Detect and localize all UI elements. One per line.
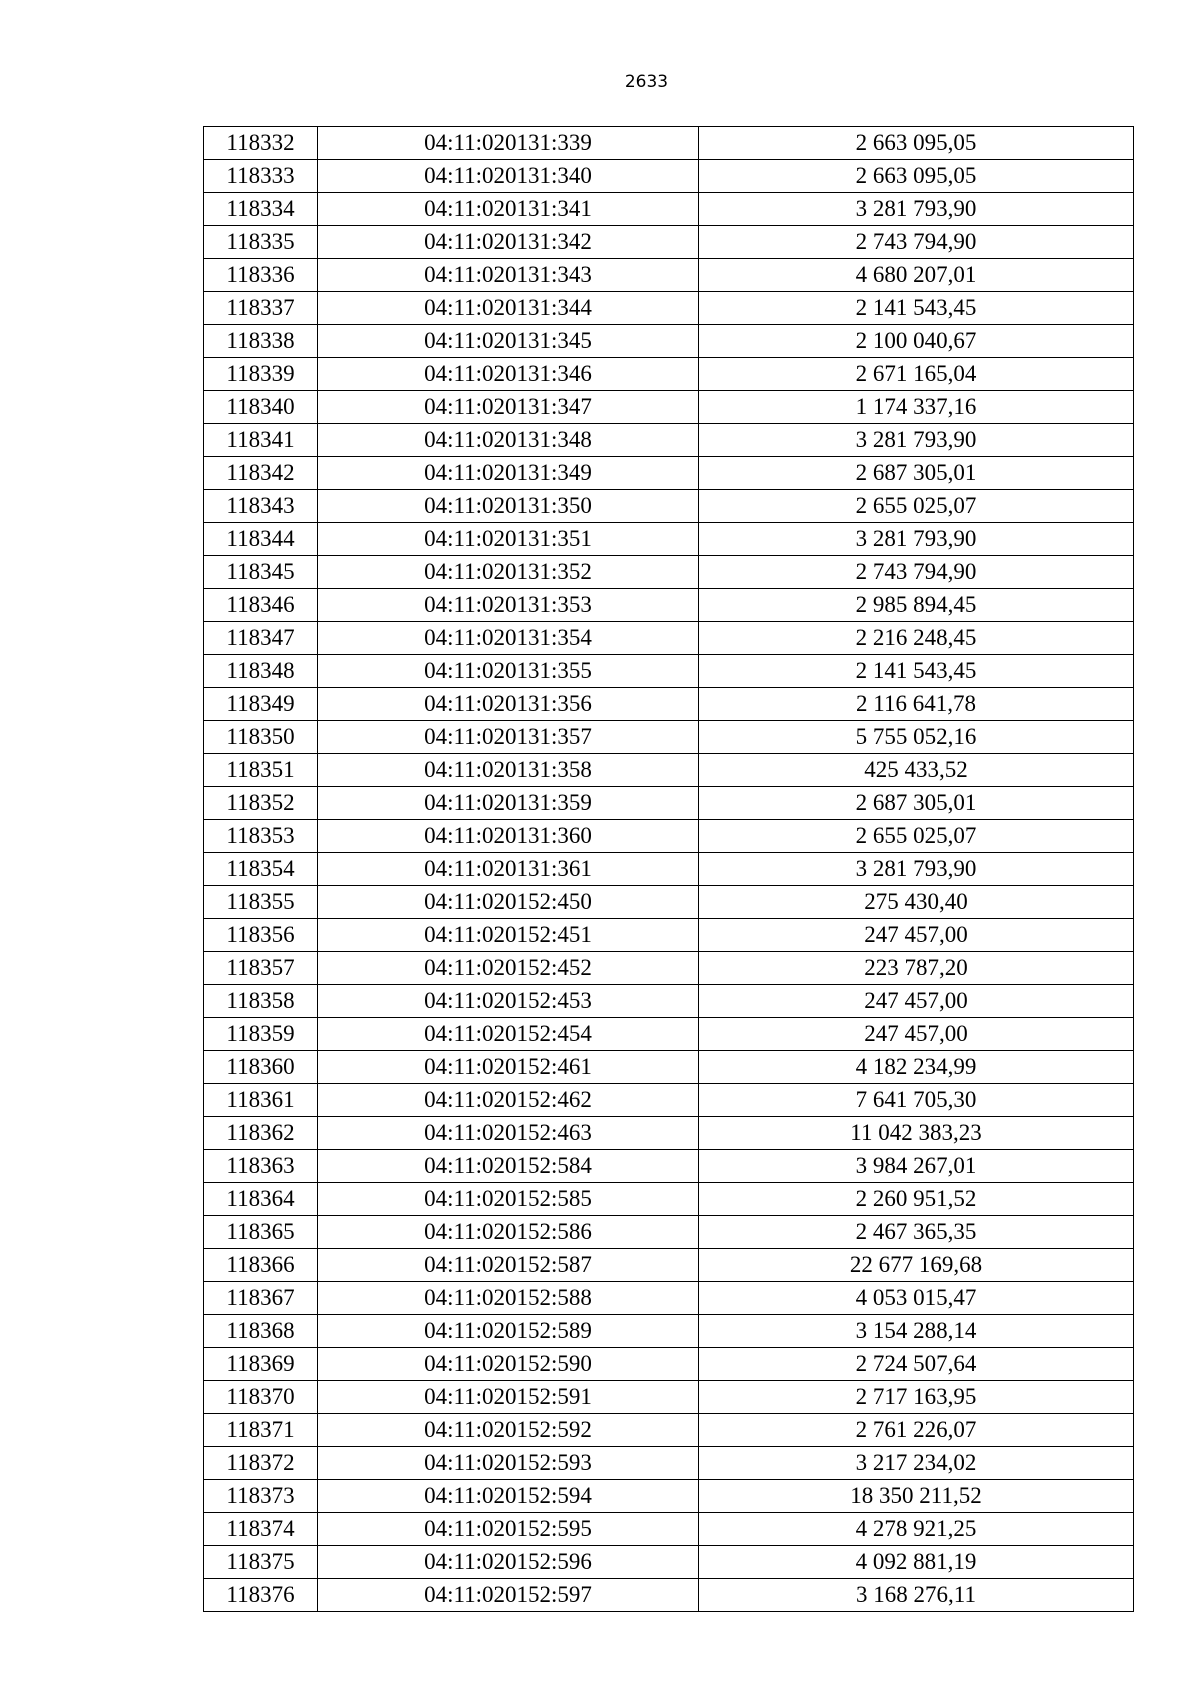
cadastral-value-cell: 11 042 383,23 bbox=[699, 1117, 1134, 1150]
cadastral-value-cell: 247 457,00 bbox=[699, 1018, 1134, 1051]
row-number-cell: 118333 bbox=[204, 160, 318, 193]
cadastral-number-cell: 04:11:020152:596 bbox=[318, 1546, 699, 1579]
row-number-cell: 118354 bbox=[204, 853, 318, 886]
cadastral-number-cell: 04:11:020131:357 bbox=[318, 721, 699, 754]
cadastral-number-cell: 04:11:020131:360 bbox=[318, 820, 699, 853]
table-row bbox=[204, 1117, 1134, 1150]
row-number-cell: 118343 bbox=[204, 490, 318, 523]
cadastral-value-cell: 223 787,20 bbox=[699, 952, 1134, 985]
cadastral-value-cell: 4 278 921,25 bbox=[699, 1513, 1134, 1546]
cadastral-value-cell: 2 687 305,01 bbox=[699, 787, 1134, 820]
table-body bbox=[204, 127, 1134, 1612]
row-number-cell: 118376 bbox=[204, 1579, 318, 1612]
table-row bbox=[204, 1579, 1134, 1612]
cadastral-number-cell: 04:11:020152:587 bbox=[318, 1249, 699, 1282]
cadastral-number-cell: 04:11:020131:359 bbox=[318, 787, 699, 820]
page-number: 2633 bbox=[624, 72, 669, 92]
cadastral-value-cell: 18 350 211,52 bbox=[699, 1480, 1134, 1513]
row-number-cell: 118363 bbox=[204, 1150, 318, 1183]
row-number-cell: 118365 bbox=[204, 1216, 318, 1249]
row-number-cell: 118340 bbox=[204, 391, 318, 424]
cadastral-value-cell: 2 655 025,07 bbox=[699, 820, 1134, 853]
cadastral-value-cell: 2 141 543,45 bbox=[699, 292, 1134, 325]
table-row bbox=[204, 589, 1134, 622]
cadastral-value-cell: 2 116 641,78 bbox=[699, 688, 1134, 721]
row-number-cell: 118362 bbox=[204, 1117, 318, 1150]
cadastral-number-cell: 04:11:020131:361 bbox=[318, 853, 699, 886]
cadastral-number-cell: 04:11:020131:342 bbox=[318, 226, 699, 259]
row-number-cell: 118367 bbox=[204, 1282, 318, 1315]
row-number-cell: 118359 bbox=[204, 1018, 318, 1051]
table-row bbox=[204, 853, 1134, 886]
cadastral-number-cell: 04:11:020152:590 bbox=[318, 1348, 699, 1381]
table-row bbox=[204, 787, 1134, 820]
row-number-cell: 118375 bbox=[204, 1546, 318, 1579]
row-number-cell: 118353 bbox=[204, 820, 318, 853]
table-row bbox=[204, 1381, 1134, 1414]
cadastral-number-cell: 04:11:020131:353 bbox=[318, 589, 699, 622]
cadastral-number-cell: 04:11:020152:462 bbox=[318, 1084, 699, 1117]
table-row bbox=[204, 688, 1134, 721]
cadastral-value-cell: 2 216 248,45 bbox=[699, 622, 1134, 655]
cadastral-value-cell: 4 092 881,19 bbox=[699, 1546, 1134, 1579]
cadastral-number-cell: 04:11:020131:350 bbox=[318, 490, 699, 523]
table-row bbox=[204, 952, 1134, 985]
row-number-cell: 118351 bbox=[204, 754, 318, 787]
table-row bbox=[204, 1546, 1134, 1579]
row-number-cell: 118334 bbox=[204, 193, 318, 226]
row-number-cell: 118347 bbox=[204, 622, 318, 655]
table-row bbox=[204, 292, 1134, 325]
cadastral-value-cell: 2 663 095,05 bbox=[699, 127, 1134, 160]
cadastral-value-cell: 3 154 288,14 bbox=[699, 1315, 1134, 1348]
cadastral-value-cell: 22 677 169,68 bbox=[699, 1249, 1134, 1282]
cadastral-value-cell: 2 743 794,90 bbox=[699, 226, 1134, 259]
cadastral-value-cell: 3 168 276,11 bbox=[699, 1579, 1134, 1612]
cadastral-number-cell: 04:11:020152:463 bbox=[318, 1117, 699, 1150]
cadastral-value-cell: 3 217 234,02 bbox=[699, 1447, 1134, 1480]
table-row bbox=[204, 820, 1134, 853]
cadastral-value-cell: 3 281 793,90 bbox=[699, 853, 1134, 886]
table-row bbox=[204, 721, 1134, 754]
cadastral-value-cell: 3 984 267,01 bbox=[699, 1150, 1134, 1183]
row-number-cell: 118370 bbox=[204, 1381, 318, 1414]
cadastral-number-cell: 04:11:020131:356 bbox=[318, 688, 699, 721]
row-number-cell: 118337 bbox=[204, 292, 318, 325]
table-row bbox=[204, 259, 1134, 292]
table-row bbox=[204, 1315, 1134, 1348]
cadastral-value-cell: 2 717 163,95 bbox=[699, 1381, 1134, 1414]
row-number-cell: 118366 bbox=[204, 1249, 318, 1282]
row-number-cell: 118358 bbox=[204, 985, 318, 1018]
cadastral-number-cell: 04:11:020131:340 bbox=[318, 160, 699, 193]
cadastral-number-cell: 04:11:020131:346 bbox=[318, 358, 699, 391]
cadastral-value-cell: 2 655 025,07 bbox=[699, 490, 1134, 523]
cadastral-number-cell: 04:11:020131:355 bbox=[318, 655, 699, 688]
table-row bbox=[204, 919, 1134, 952]
row-number-cell: 118374 bbox=[204, 1513, 318, 1546]
table-row bbox=[204, 325, 1134, 358]
row-number-cell: 118361 bbox=[204, 1084, 318, 1117]
table-row bbox=[204, 1249, 1134, 1282]
row-number-cell: 118335 bbox=[204, 226, 318, 259]
cadastral-number-cell: 04:11:020152:586 bbox=[318, 1216, 699, 1249]
row-number-cell: 118372 bbox=[204, 1447, 318, 1480]
row-number-cell: 118345 bbox=[204, 556, 318, 589]
row-number-cell: 118339 bbox=[204, 358, 318, 391]
cadastral-number-cell: 04:11:020131:349 bbox=[318, 457, 699, 490]
row-number-cell: 118369 bbox=[204, 1348, 318, 1381]
cadastral-number-cell: 04:11:020152:595 bbox=[318, 1513, 699, 1546]
cadastral-number-cell: 04:11:020152:585 bbox=[318, 1183, 699, 1216]
table-row bbox=[204, 655, 1134, 688]
row-number-cell: 118338 bbox=[204, 325, 318, 358]
row-number-cell: 118368 bbox=[204, 1315, 318, 1348]
table-row bbox=[204, 556, 1134, 589]
cadastral-value-cell: 2 985 894,45 bbox=[699, 589, 1134, 622]
table-row bbox=[204, 1084, 1134, 1117]
cadastral-value-cell: 1 174 337,16 bbox=[699, 391, 1134, 424]
cadastral-value-cell: 2 687 305,01 bbox=[699, 457, 1134, 490]
cadastral-value-cell: 247 457,00 bbox=[699, 919, 1134, 952]
row-number-cell: 118349 bbox=[204, 688, 318, 721]
cadastral-number-cell: 04:11:020131:358 bbox=[318, 754, 699, 787]
cadastral-number-cell: 04:11:020131:341 bbox=[318, 193, 699, 226]
table-row bbox=[204, 886, 1134, 919]
cadastral-number-cell: 04:11:020131:352 bbox=[318, 556, 699, 589]
row-number-cell: 118364 bbox=[204, 1183, 318, 1216]
row-number-cell: 118341 bbox=[204, 424, 318, 457]
cadastral-value-cell: 4 182 234,99 bbox=[699, 1051, 1134, 1084]
cadastral-value-cell: 275 430,40 bbox=[699, 886, 1134, 919]
table-row bbox=[204, 1216, 1134, 1249]
table-row bbox=[204, 1282, 1134, 1315]
cadastral-number-cell: 04:11:020131:344 bbox=[318, 292, 699, 325]
table-row bbox=[204, 160, 1134, 193]
cadastral-value-cell: 247 457,00 bbox=[699, 985, 1134, 1018]
cadastral-number-cell: 04:11:020152:584 bbox=[318, 1150, 699, 1183]
cadastral-number-cell: 04:11:020131:351 bbox=[318, 523, 699, 556]
row-number-cell: 118355 bbox=[204, 886, 318, 919]
cadastral-value-cell: 2 260 951,52 bbox=[699, 1183, 1134, 1216]
cadastral-value-cell: 2 724 507,64 bbox=[699, 1348, 1134, 1381]
cadastral-number-cell: 04:11:020152:452 bbox=[318, 952, 699, 985]
row-number-cell: 118357 bbox=[204, 952, 318, 985]
table-row bbox=[204, 1150, 1134, 1183]
cadastral-number-cell: 04:11:020152:591 bbox=[318, 1381, 699, 1414]
table-row bbox=[204, 1414, 1134, 1447]
row-number-cell: 118356 bbox=[204, 919, 318, 952]
cadastral-value-cell: 7 641 705,30 bbox=[699, 1084, 1134, 1117]
table-row bbox=[204, 1447, 1134, 1480]
cadastral-number-cell: 04:11:020152:592 bbox=[318, 1414, 699, 1447]
cadastral-number-cell: 04:11:020152:450 bbox=[318, 886, 699, 919]
table-row bbox=[204, 1183, 1134, 1216]
cadastral-value-cell: 2 743 794,90 bbox=[699, 556, 1134, 589]
cadastral-number-cell: 04:11:020152:451 bbox=[318, 919, 699, 952]
cadastral-number-cell: 04:11:020131:339 bbox=[318, 127, 699, 160]
cadastral-number-cell: 04:11:020152:593 bbox=[318, 1447, 699, 1480]
row-number-cell: 118360 bbox=[204, 1051, 318, 1084]
table-row bbox=[204, 424, 1134, 457]
table-row bbox=[204, 985, 1134, 1018]
cadastral-number-cell: 04:11:020131:354 bbox=[318, 622, 699, 655]
table-row bbox=[204, 754, 1134, 787]
row-number-cell: 118350 bbox=[204, 721, 318, 754]
row-number-cell: 118348 bbox=[204, 655, 318, 688]
table-row bbox=[204, 1480, 1134, 1513]
cadastral-value-cell: 4 680 207,01 bbox=[699, 259, 1134, 292]
table-row bbox=[204, 622, 1134, 655]
table-row bbox=[204, 193, 1134, 226]
cadastral-value-cell: 4 053 015,47 bbox=[699, 1282, 1134, 1315]
cadastral-value-cell: 2 467 365,35 bbox=[699, 1216, 1134, 1249]
cadastral-value-cell: 3 281 793,90 bbox=[699, 424, 1134, 457]
table-row bbox=[204, 358, 1134, 391]
cadastral-value-cell: 425 433,52 bbox=[699, 754, 1134, 787]
table-row bbox=[204, 127, 1134, 160]
cadastral-value-table bbox=[203, 126, 1134, 1612]
table-row bbox=[204, 1051, 1134, 1084]
cadastral-value-cell: 2 761 226,07 bbox=[699, 1414, 1134, 1447]
cadastral-value-cell: 2 671 165,04 bbox=[699, 358, 1134, 391]
cadastral-value-cell: 2 663 095,05 bbox=[699, 160, 1134, 193]
table-row bbox=[204, 457, 1134, 490]
cadastral-number-cell: 04:11:020152:453 bbox=[318, 985, 699, 1018]
row-number-cell: 118336 bbox=[204, 259, 318, 292]
cadastral-value-cell: 3 281 793,90 bbox=[699, 523, 1134, 556]
cadastral-number-cell: 04:11:020131:347 bbox=[318, 391, 699, 424]
cadastral-value-cell: 5 755 052,16 bbox=[699, 721, 1134, 754]
cadastral-value-cell: 3 281 793,90 bbox=[699, 193, 1134, 226]
cadastral-number-cell: 04:11:020152:594 bbox=[318, 1480, 699, 1513]
table-row bbox=[204, 1348, 1134, 1381]
cadastral-value-cell: 2 141 543,45 bbox=[699, 655, 1134, 688]
cadastral-number-cell: 04:11:020131:345 bbox=[318, 325, 699, 358]
cadastral-value-cell: 2 100 040,67 bbox=[699, 325, 1134, 358]
cadastral-number-cell: 04:11:020152:461 bbox=[318, 1051, 699, 1084]
table-row bbox=[204, 1018, 1134, 1051]
cadastral-number-cell: 04:11:020131:348 bbox=[318, 424, 699, 457]
table-row bbox=[204, 226, 1134, 259]
table-row bbox=[204, 490, 1134, 523]
row-number-cell: 118332 bbox=[204, 127, 318, 160]
cadastral-number-cell: 04:11:020152:597 bbox=[318, 1579, 699, 1612]
row-number-cell: 118346 bbox=[204, 589, 318, 622]
row-number-cell: 118373 bbox=[204, 1480, 318, 1513]
row-number-cell: 118371 bbox=[204, 1414, 318, 1447]
row-number-cell: 118352 bbox=[204, 787, 318, 820]
cadastral-number-cell: 04:11:020152:454 bbox=[318, 1018, 699, 1051]
cadastral-number-cell: 04:11:020152:588 bbox=[318, 1282, 699, 1315]
row-number-cell: 118344 bbox=[204, 523, 318, 556]
cadastral-number-cell: 04:11:020131:343 bbox=[318, 259, 699, 292]
cadastral-number-cell: 04:11:020152:589 bbox=[318, 1315, 699, 1348]
table-row bbox=[204, 391, 1134, 424]
row-number-cell: 118342 bbox=[204, 457, 318, 490]
table-row bbox=[204, 523, 1134, 556]
table-row bbox=[204, 1513, 1134, 1546]
